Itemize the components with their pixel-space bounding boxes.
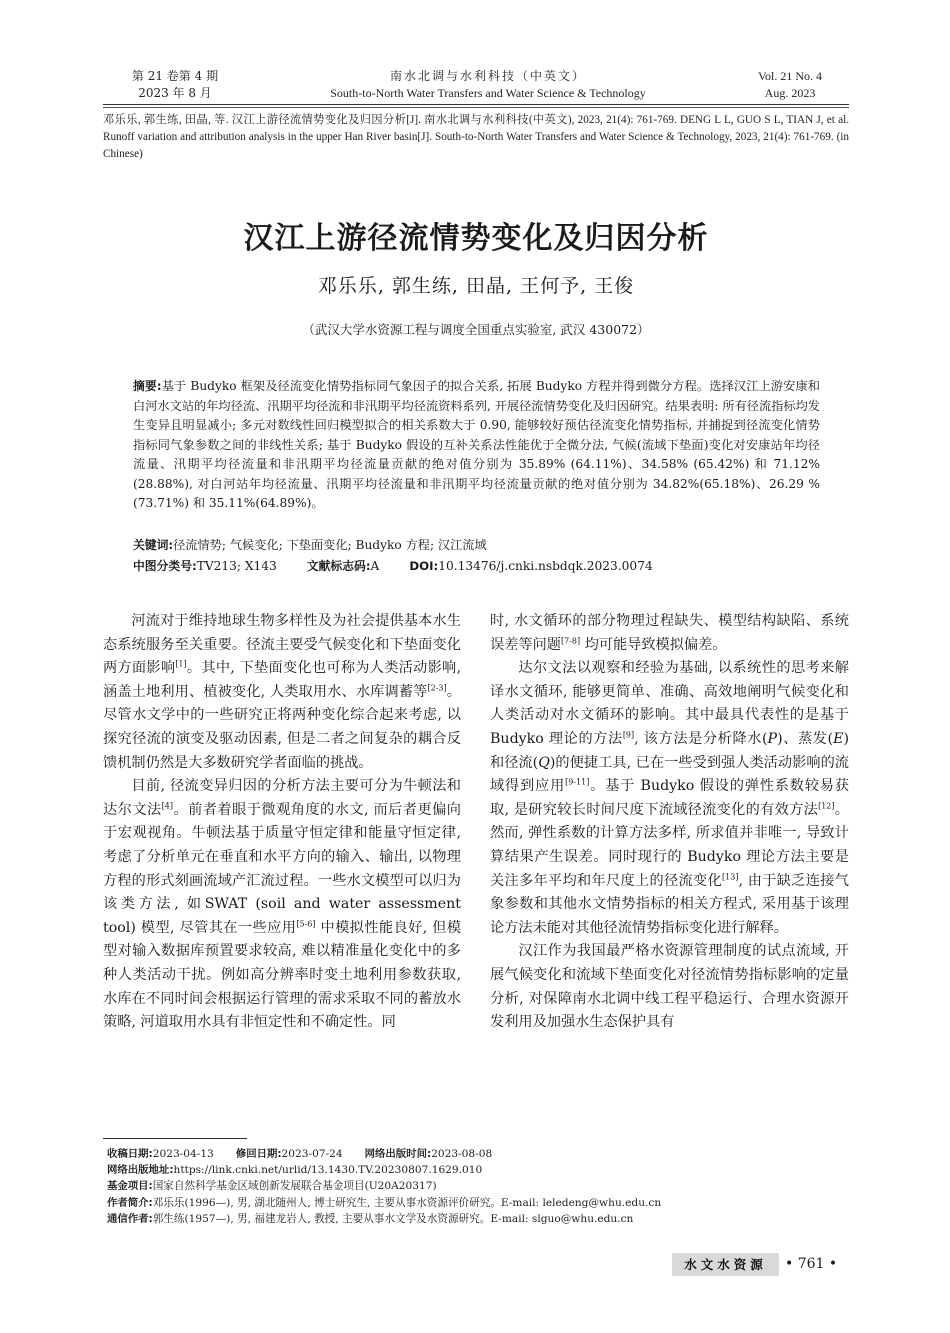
text-run: )和径流( [490,730,850,771]
header-journal-cn: 南水北调与水利科技（中英文） [389,69,586,83]
online-date: 2023-08-08 [431,1148,493,1160]
paper-title: 汉江上游径流情势变化及归因分析 [243,221,709,256]
header-vol [720,68,860,102]
body-column-right [490,610,849,1035]
keywords [133,536,820,555]
reference-marker[interactable]: [2-3] [427,683,447,693]
footnote-rule [103,1138,247,1139]
fund-text: 国家自然科学基金区域创新发展联合基金项目(U20A20317) [152,1180,437,1193]
text-run: 。前者着眼于微观角度的水文, 而后者更偏向于宏观视角。牛顿法基于质量守恒定律和能量守恒定律, 考虑了分析单元在垂直和水平方向的输入、输出, 以物理方程的形式刻画流域产汇流过程。一些水文模型可以归为该类方法, 如SWAT (soil and water assessment tool) 模型, 尽管其在一些应用 [103,801,461,936]
authors: 邓乐乐, 郭生练, 田晶, 王何予, 王俊 [317,275,635,297]
text-run: 。然而, 弹性系数的计算方法多样, 所求值并非唯一, 导致计算结果产生误差。同时现行的 Budyko 理论方法主要是关注多年平均和年尺度上的径流变化 [490,801,849,889]
abstract-text: 基于 Budyko 框架及径流变化情势指标同气象因子的拟合关系, 拓展 Budyko 方程并得到微分方程。选择汉江上游安康和白河水文站的年均径流、汛期平均径流和非汛期平均径流资料系列, 开展径流情势变化及归因研究。结果表明: 所有径流指标均发生变异且明显减小; 多元对数线性回归模型拟合的相关系数大于 0.90, 能够较好预估径流变化情势指标, 并捕捉到径流变化情势指标同气象参数之间的非线性关系; 基于 Budyko 假设的互补关系法性能优于全微分法, 气候(流域下垫面)变化对安康站年均径流量、汛期平均径流量和非汛期平均径流量贡献的绝对值分别为 35.89% (64.11%)、34.58% (65.42%) 和 71.12%(28.88%), 对白河站年均径流量、汛期平均径流量和非汛期平均径流量贡献的绝对值分别为 34.82%(65.18%)、26.29 %(73.71%) 和 35.11%(64.89%)。 [133,379,820,510]
clc-value: TV213; X143 [196,559,277,573]
revised-label: 修回日期: [235,1148,282,1160]
revised-date: 2023-07-24 [281,1148,343,1160]
text-run: , 由于缺乏连接气象参数和其他水文情势指标的相关方程式, 采用基于该理论方法未能对其他径流情势指标变化进行解释。 [490,872,849,936]
section-tag: 水文水资源 [672,1253,779,1276]
text-run: 。其中, 下垫面变化也可称为人类活动影响, 涵盖土地利用、植被变化, 人类取用水、水库调蓄等 [103,660,461,700]
body-paragraph [103,610,461,775]
author-bio-label: 作者简介: [107,1196,153,1209]
affiliation: （武汉大学水资源工程与调度全国重点实验室, 武汉 430072） [302,322,650,337]
citation: 邓乐乐, 郭生练, 田晶, 等. 汉江上游径流情势变化及归因分析[J]. 南水北调与水利科技(中英文), 2023, 21(4): 761-769. DENG L L, GUO S L, TIAN J, et al. Runoff variation and attribution analysis in the upper Han River basin[J]. South-to-North Water Transfers and Water Science & Technology, 2023, 21(4): 761-769. (in Chinese) [103,114,849,160]
fund-line [107,1178,847,1194]
reference-marker[interactable]: [9-11] [565,777,590,787]
classification-line [133,557,820,576]
variable-q: Q [538,754,550,771]
corresponding-line [107,1211,847,1227]
header-journal-en: South-to-North Water Transfers and Water Science & Technology [330,86,646,100]
variable-e: E [833,730,844,747]
header-date-en: Aug. 2023 [764,86,816,100]
footnotes [107,1146,847,1227]
variable-p: P [767,730,778,747]
doi-label: DOI: [409,559,439,573]
text-run: 时, 水文循环的部分物理过程缺失、模型结构缺陷、系统误差等问题 [490,613,849,653]
text-run: , 该方法是分析降水( [634,730,768,747]
reference-marker[interactable]: [13] [722,871,739,881]
header-volume-issue: 第 21 卷第 4 期 [131,69,219,83]
reference-marker[interactable]: [9] [622,730,635,740]
author-line [107,1195,847,1211]
text-run: )的便捷工具, 已在一些受到强人类活动影响的流域得到应用 [490,754,849,795]
text-run: 中模拟性能良好, 但模型对输入数据库预置要求较高, 难以精准量化变化中的多种人类活动干扰。例如高分辨率时变土地利用参数获取, 水库在不同时间会根据运行管理的需求采取不同的蓄放水策略, 河道取用水具有非恒定性和不确定性。同 [103,919,462,1031]
fund-label: 基金项目: [107,1180,153,1193]
corresponding-author: 郭生练(1957—), 男, 福建龙岩人, 教授, 主要从事水文学及水资源研究。E-mail: slguo@whu.edu.cn [152,1212,634,1225]
body-paragraph [490,657,849,940]
received-date: 2023-04-13 [152,1148,214,1160]
doc-code-label: 文献标志码: [306,559,371,573]
body-paragraph [103,775,461,1035]
page-number: • 761 • [785,1256,838,1272]
reference-marker[interactable]: [12] [818,801,835,811]
online-label: 网络出版时间: [364,1148,432,1160]
body-paragraph [490,610,849,657]
text-run: 。基于 Budyko 假设的弹性系数较易获取, 是研究较长时间尺度下流域径流变化的有效方法 [490,778,849,818]
reference-marker[interactable]: [5-6] [296,918,316,928]
url-line [107,1162,847,1178]
text-run: 目前, 径流变异归因的分析方法主要可分为牛顿法和达尔文法 [103,778,461,818]
doi-value: 10.13476/j.cnki.nsbdqk.2023.0074 [438,559,653,573]
keywords-text: 径流情势; 气候变化; 下垫面变化; Budyko 方程; 汉江流域 [173,538,487,552]
body-paragraph: 汉江作为我国最严格水资源管理制度的试点流域, 开展气候变化和流域下垫面变化对径流情势指标影响的定量分析, 对保障南水北调中线工程平稳运行、合理水资源开发利用及加强水生态保护具有 [490,943,849,1031]
reference-marker[interactable]: [7-8] [560,635,581,645]
text-run: )、蒸发( [777,730,834,747]
text-run: 。尽管水文学中的一些研究正将两种变化综合起来考虑, 以探究径流的演变及驱动因素, 但是二者之间复杂的耦合反馈机制仍然是大多数研究学者面临的挑战。 [103,683,461,771]
text-run: 达尔文法以观察和经验为基础, 以系统性的思考来解译水文循环, 能够更简单、准确、高效地阐明气候变化和人类活动对水文循环的影响。其中最具代表性的是基于 Budyko 理论的方法 [490,660,849,747]
keywords-label: 关键词: [133,538,174,552]
url-label: 网络出版地址: [107,1164,174,1177]
doc-code-value: A [370,559,380,573]
author-bio: 邓乐乐(1996—), 男, 湖北随州人, 博士研究生, 主要从事水资源评价研究。E-mail: leledeng@whu.edu.cn [152,1196,662,1209]
received-label: 收稿日期: [107,1148,153,1160]
header-rule-thin [103,107,849,108]
corresponding-label: 通信作者: [107,1212,153,1225]
online-url-link[interactable]: https://link.cnki.net/urlid/13.1430.TV.20230807.1629.010 [173,1164,483,1177]
clc-label: 中图分类号: [133,559,197,573]
header-vol-no: Vol. 21 No. 4 [757,69,823,83]
header-journal [300,68,676,102]
abstract [133,377,820,514]
header-rule-thick [103,104,849,105]
text-run: 河流对于维持地球生物多样性及为社会提供基本水生态系统服务至关重要。径流主要受气候变化和下垫面变化两方面影响 [103,613,461,677]
header-issue [105,68,245,102]
header-date-cn: 2023 年 8 月 [138,86,212,100]
reference-marker[interactable]: [4] [161,801,173,811]
dates-line [107,1146,847,1162]
text-run: 均可能导致模拟偏差。 [580,636,727,653]
reference-marker[interactable]: [1] [175,659,187,669]
body-column-left [103,610,461,1035]
abstract-label: 摘要: [133,379,162,393]
